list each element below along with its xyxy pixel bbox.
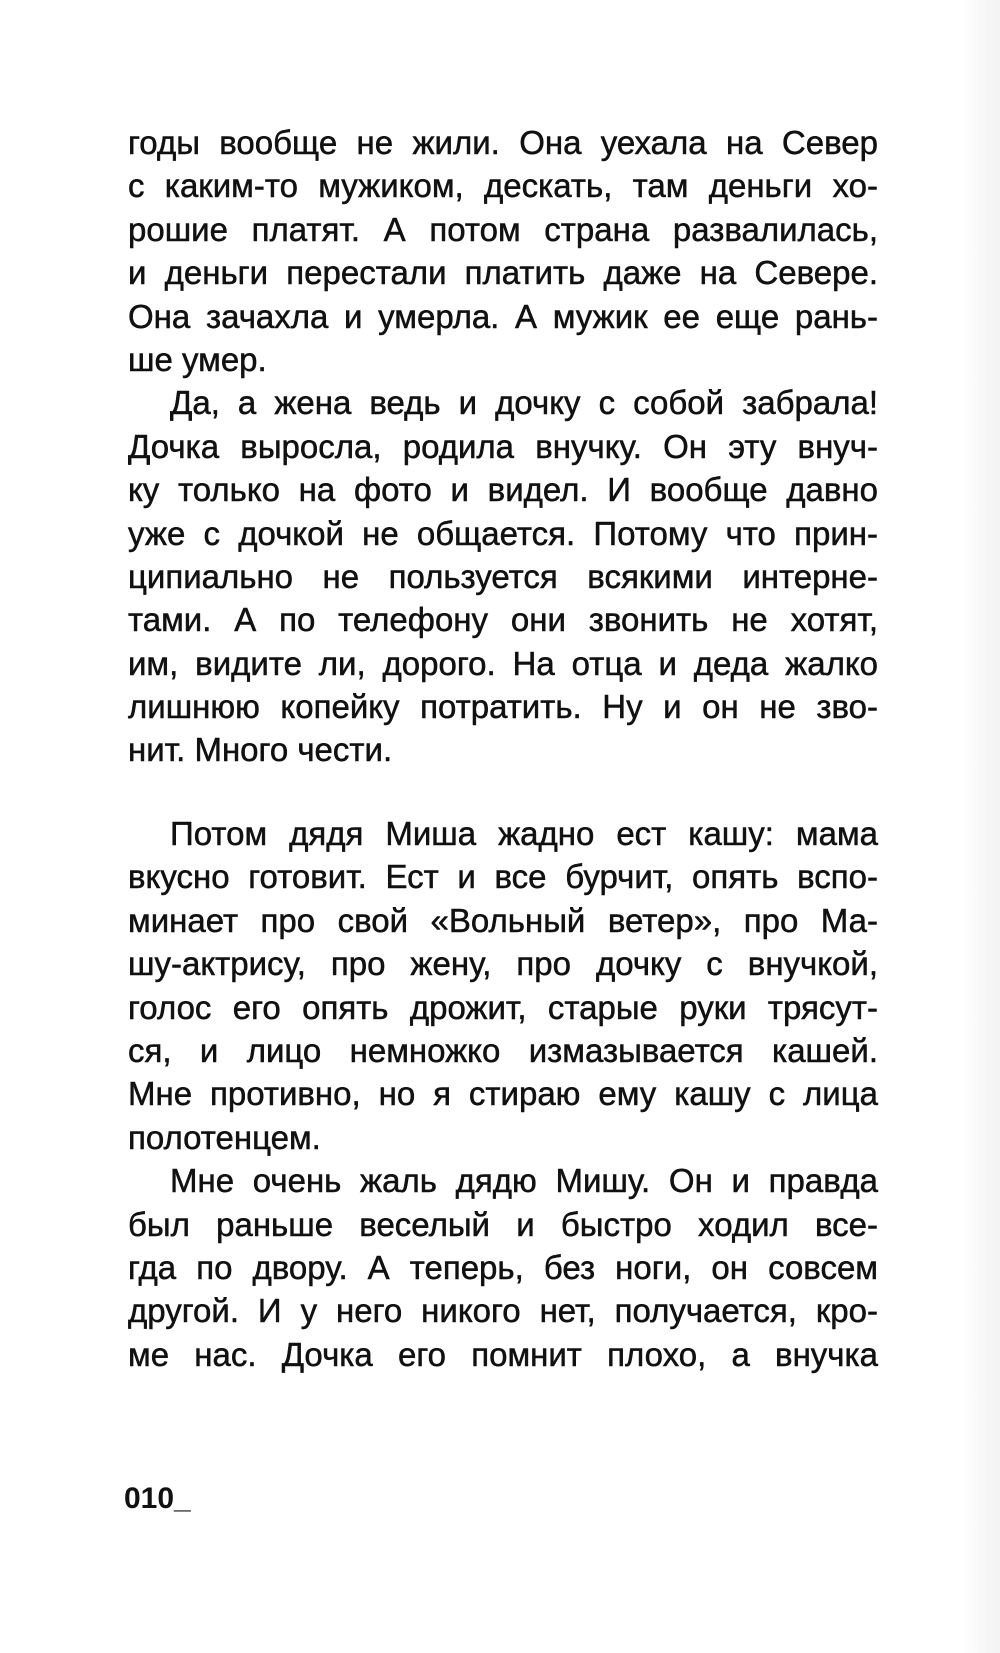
text-line: голос его опять дрожит, старые руки трясут-: [128, 988, 878, 1026]
text-line: Дочка выросла, родила внучку. Он эту внуч-: [128, 427, 878, 465]
text-line: нит. Много чести.: [128, 731, 393, 769]
page-edge-shadow: [960, 0, 1000, 1653]
text-line: Потом дядя Миша жадно ест кашу: мама: [170, 815, 878, 852]
text-line: уже с дочкой не общается. Потому что прин-: [128, 514, 878, 552]
text-line: другой. И у него никого нет, получается, кро-: [128, 1292, 878, 1330]
text-line: и деньги перестали платить даже на Севере.: [128, 254, 878, 292]
text-line: гда по двору. А теперь, без ноги, он совсем: [128, 1248, 878, 1286]
text-line: ше умер.: [128, 340, 267, 378]
text-line: рошие платят. А потом страна развалилась,: [128, 210, 878, 248]
text-line: минает про свой «Вольный ветер», про Ма-: [128, 901, 878, 939]
text-line: шу-актрису, про жену, про дочку с внучкой,: [128, 945, 878, 983]
text-line: тами. А по телефону они звонить не хотят,: [128, 601, 878, 639]
text-line: ку только на фото и видел. И вообще давно: [128, 471, 878, 509]
text-line: Да, а жена ведь и дочку с собой забрала!: [170, 384, 878, 422]
text-line: лишнюю копейку потратить. Ну и он не зво-: [128, 688, 878, 726]
text-line: годы вообще не жили. Она уехала на Север: [128, 124, 878, 161]
text-line: полотенцем.: [128, 1118, 321, 1156]
text-line: ся, и лицо немножко измазывается кашей.: [128, 1031, 878, 1069]
text-line: Она зачахла и умерла. А мужик ее еще рань-: [128, 297, 878, 335]
text-line: ципиально не пользуется всякими интерне-: [128, 557, 878, 595]
text-line: им, видите ли, дорого. На отца и деда жалко: [128, 644, 878, 682]
text-line: Мне очень жаль дядю Мишу. Он и правда: [170, 1162, 878, 1200]
text-line: вкусно готовит. Ест и все бурчит, опять вспо-: [128, 858, 878, 896]
text-line: Мне противно, но я стираю ему кашу с лица: [128, 1075, 878, 1113]
page-number: 010_: [124, 1482, 191, 1515]
text-section-1: [128, 121, 878, 772]
text-section-2: [128, 812, 878, 1376]
text-line: ме нас. Дочка его помнит плохо, а внучка: [128, 1335, 878, 1373]
text-line: был раньше веселый и быстро ходил все-: [128, 1205, 878, 1243]
text-line: с каким-то мужиком, дескать, там деньги хо-: [128, 167, 878, 205]
